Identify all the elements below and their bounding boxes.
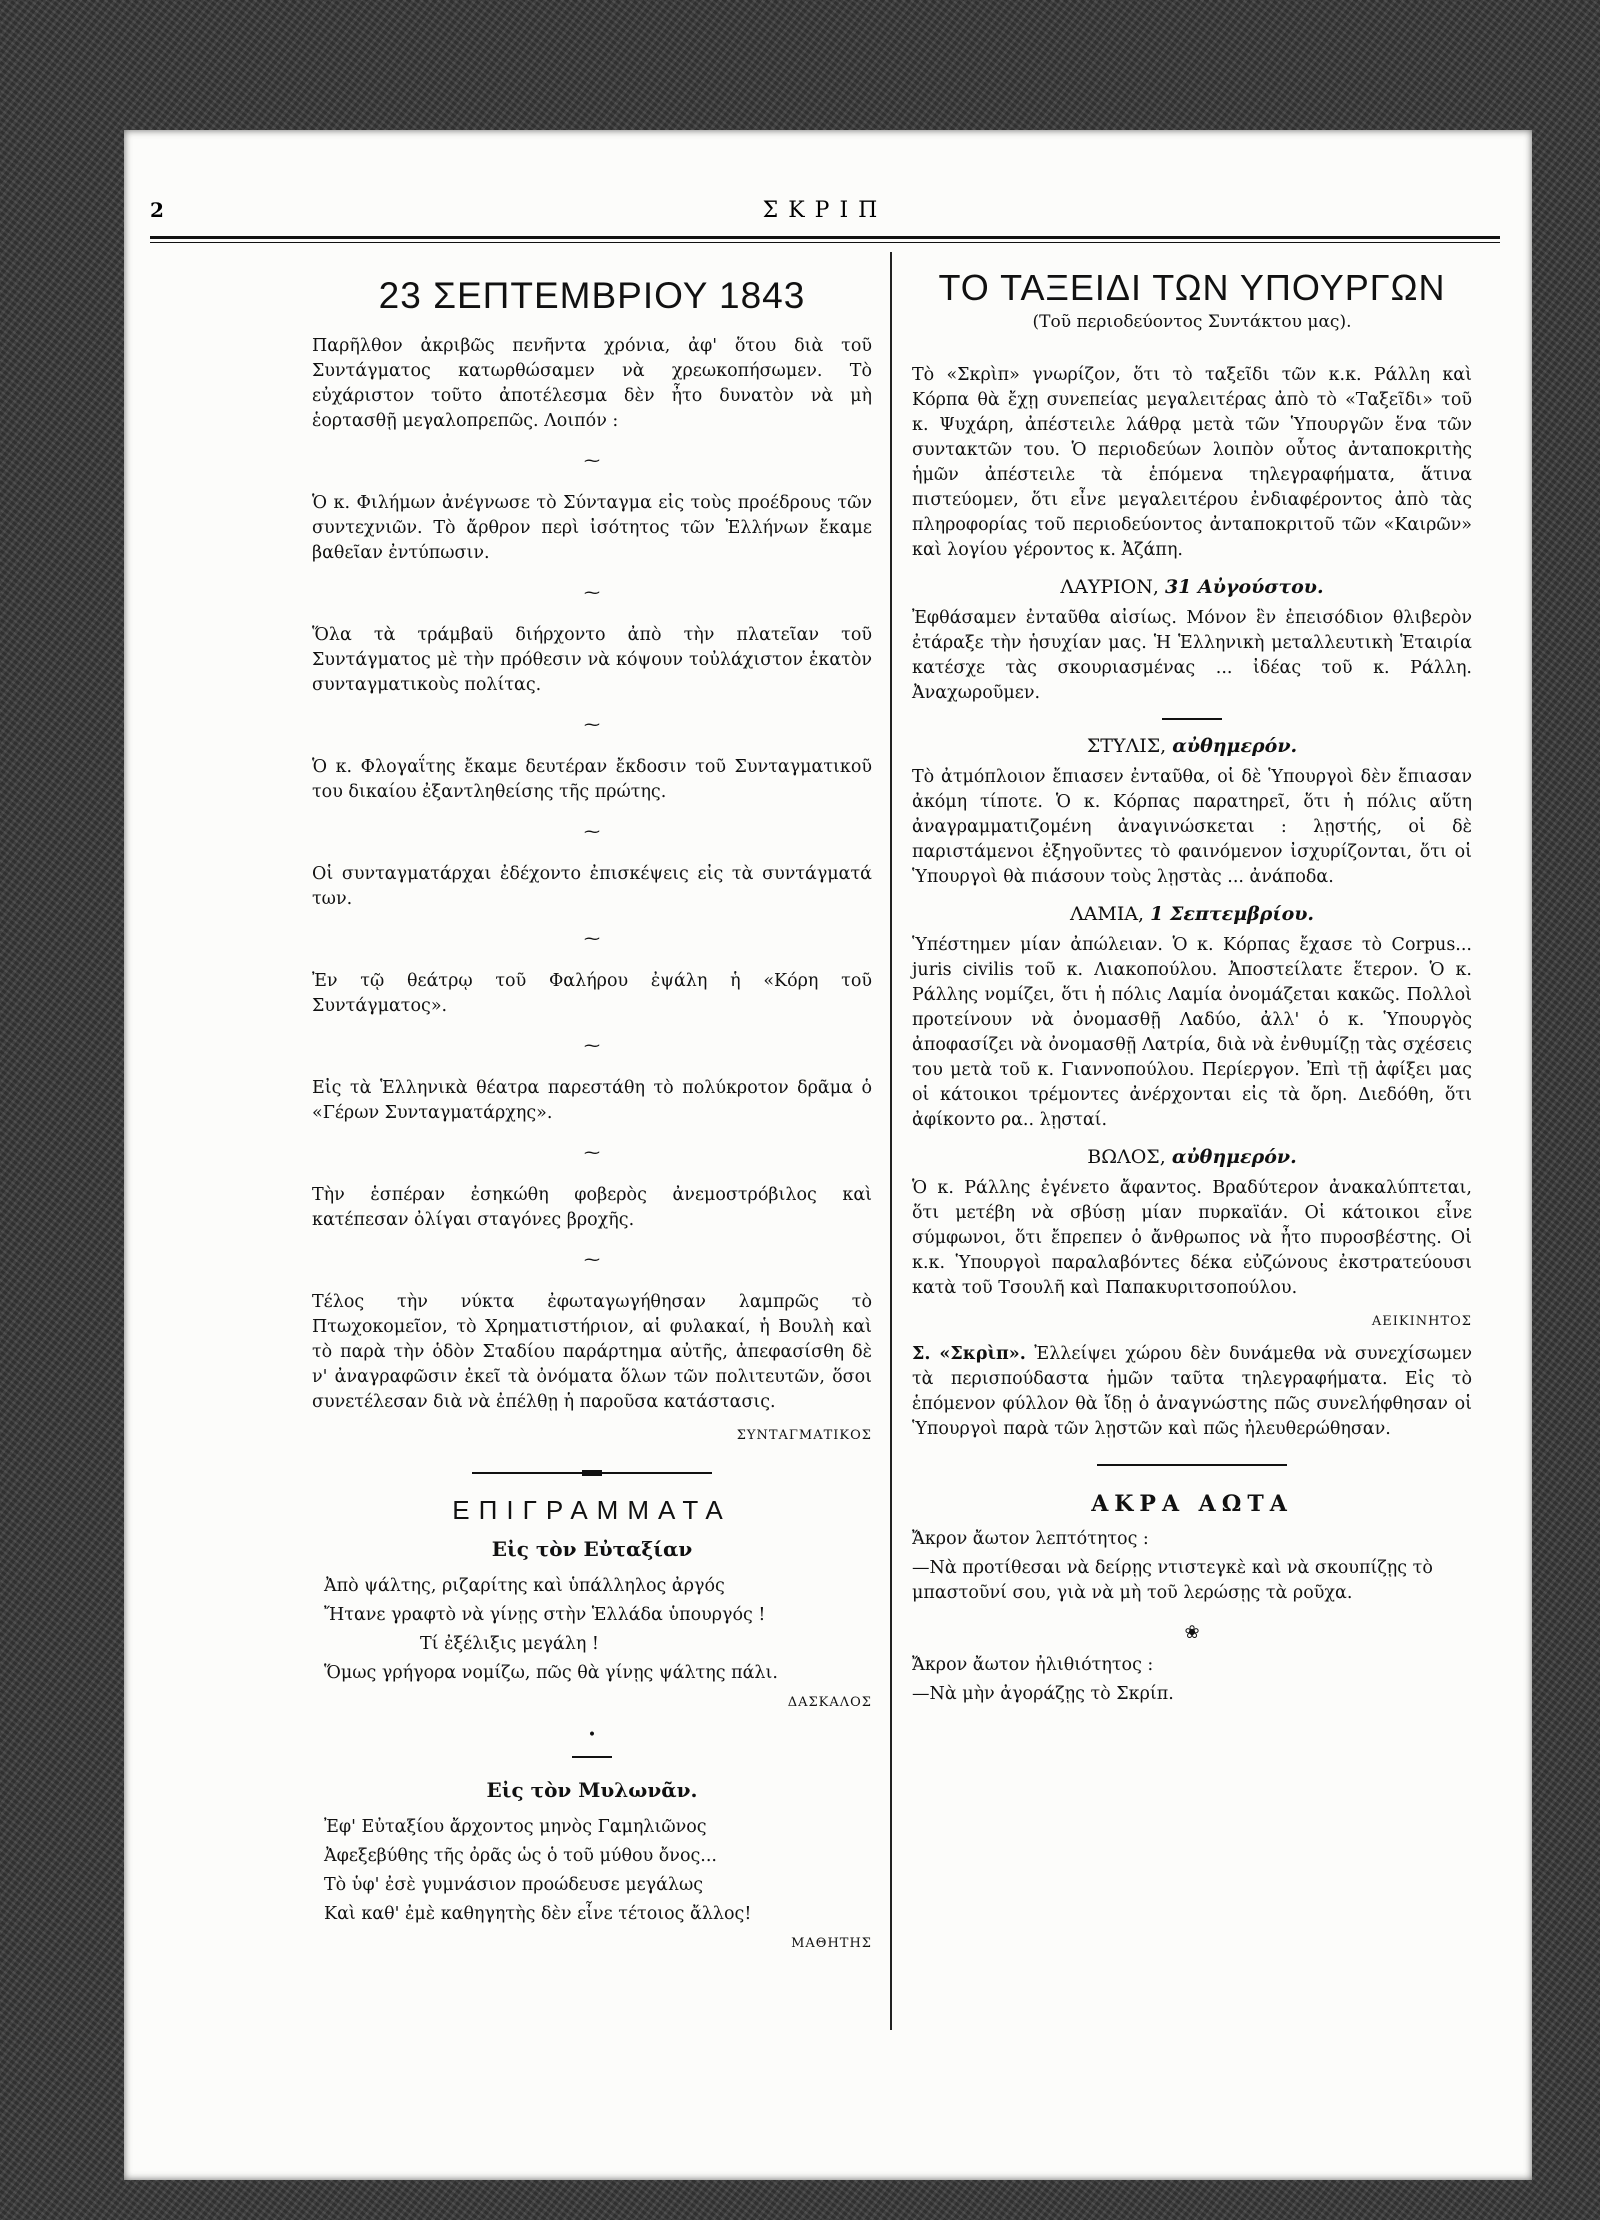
editor-note-text: Ἐλλείψει χώρου δὲν δυνάμεθα νὰ συνεχίσωμεν τὰ περισπούδαστα ἡμῶν ταῦτα τηλεγραφήματα. Εἰς τὸ ἑπόμενον φύλλον θὰ ἴδῃ ὁ ἀναγνώστης πῶς συνελήφθησαν οἱ Ὑπουργοὶ παρὰ τῶν λῃστῶν καὶ πῶς ἠλευθερώθησαν. <box>912 1344 1472 1439</box>
left-column <box>312 262 872 1964</box>
dinkus-ornament: ⁓ <box>584 715 600 734</box>
dispatch-place: ΒΩΛΟΣ, <box>1087 1146 1166 1168</box>
article-paragraph: Παρῆλθον ἀκριβῶς πενῆντα χρόνια, ἀφ' ὅτου διὰ τοῦ Συντάγματος κατωρθώσαμεν νὰ χρεωκοπήσωμεν. Τὸ εὐχάριστον τοῦτο ἀποτέλεσμα δὲν ἦτο δυνατὸν νὰ μὴ ἑορτασθῇ μεγαλοπρεπῶς. Λοιπόν : <box>312 336 872 431</box>
editor-note-label: Σ. «Σκρὶπ». <box>912 1344 1026 1364</box>
article-paragraph: Εἰς τὰ Ἑλληνικὰ θέατρα παρεστάθη τὸ πολύκροτον δρᾶμα ὁ «Γέρων Συνταγματάρχης». <box>312 1078 872 1123</box>
dispatch-text: Τὸ ἀτμόπλοιον ἔπιασεν ἐνταῦθα, οἱ δὲ Ὑπουργοὶ δὲν ἔπιασαν ἀκόμη τίποτε. Ὁ κ. Κόρπας παρατηρεῖ, ὅτι ἡ πόλις αὕτη ἀναγραμματιζομένη ἀναγινώσκεται : λῃστής, οἱ δὲ παριστάμενοι ἐξηγοῦντες τὸ φαινόμενον ἰσχυρίζονται, ὅτι οἱ Ὑπουργοὶ θὰ πιάσουν τοὺς λῃστὰς ... ἀνάποδα. <box>912 767 1472 887</box>
section-title: ΕΠΙΓΡΑΜΜΑΤΑ <box>452 1495 732 1525</box>
dispatch-date: 1 Σεπτεμβρίου. <box>1150 903 1315 925</box>
dinkus-ornament: ⁓ <box>584 929 600 948</box>
editor-note <box>912 1342 1472 1442</box>
article-signature: ΣΥΝΤΑΓΜΑΤΙΚΟΣ <box>736 1428 872 1443</box>
section-divider <box>1097 1464 1287 1466</box>
dinkus-ornament: ⁓ <box>584 822 600 841</box>
dinkus-ornament: ⁓ <box>584 583 600 602</box>
dinkus-ornament: ⁓ <box>584 1143 600 1162</box>
header-rule-thin <box>150 242 1500 243</box>
poem-signature: ΔΑΣΚΑΛΟΣ <box>787 1695 872 1710</box>
article-byline: (Τοῦ περιοδεύοντος Συντάκτου μας). <box>1032 312 1352 332</box>
article-paragraph: Τὴν ἑσπέραν ἐσηκώθη φοβερὸς ἀνεμοστρόβιλος καὶ κατέπεσαν ὀλίγαι σταγόνες βροχῆς. <box>312 1185 872 1230</box>
article-headline: 23 ΣΕΠΤΕΜΒΡΙΟΥ 1843 <box>378 275 806 316</box>
poem-title: Εἰς τὸν Μυλωνᾶν. <box>486 1778 698 1802</box>
poem-divider <box>572 1756 612 1758</box>
dispatch-date: αὐθημερόν. <box>1171 1146 1297 1168</box>
dispatch-place: ΛΑΥΡΙΟΝ, <box>1060 576 1159 598</box>
akra-answer: —Νὰ μὴν ἀγοράζῃς τὸ Σκρίπ. <box>912 1684 1174 1704</box>
section-divider <box>472 1472 712 1474</box>
dispatch-date: αὐθημερόν. <box>1172 735 1298 757</box>
article-paragraph: Ὁ κ. Φλογαΐτης ἔκαμε δευτέραν ἔκδοσιν τοῦ Συνταγματικοῦ του δικαίου ἐξαντληθείσης τῆς πρώτης. <box>312 757 872 802</box>
poem-line: Καὶ καθ' ἐμὲ καθηγητὴς δὲν εἶνε τέτοιος ἄλλος! <box>324 1904 752 1924</box>
dispatch-dateline <box>912 734 1472 759</box>
dispatch-place: ΣΤΥΛΙΣ, <box>1086 735 1167 757</box>
dispatch-dateline <box>912 1145 1472 1170</box>
poem-line: Ἤτανε γραφτὸ νὰ γίνῃς στὴν Ἑλλάδα ὑπουργός ! <box>324 1605 766 1625</box>
dispatch-place: ΛΑΜΙΑ, <box>1069 903 1145 925</box>
poem-line: Τί ἐξέλιξις μεγάλη ! <box>420 1634 599 1654</box>
poem-line: Ὅμως γρήγορα νομίζω, πῶς θὰ γίνῃς ψάλτης πάλι. <box>324 1663 778 1683</box>
akra-question: Ἄκρον ἄωτον ἠλιθιότητος : <box>912 1655 1154 1675</box>
article-intro: Τὸ «Σκρὶπ» γνωρίζον, ὅτι τὸ ταξεῖδι τῶν κ.κ. Ράλλη καὶ Κόρπα θὰ ἔχῃ συνεπείας μεγαλειτέρας ἀπὸ τὸ «Ταξεῖδι» τοῦ κ. Ψυχάρη, ἀπέστειλε λάθρᾳ μετὰ τῶν Ὑπουργῶν ἕνα τῶν συντακτῶν του. Ὁ περιοδεύων λοιπὸν οὗτος ἀνταποκριτὴς ἡμῶν ἀπέστειλε τὰ ἑπόμενα τηλεγραφήματα, ἅτινα πιστεύομεν, ὅτι εἶνε μεγαλειτέρου ἐνδιαφέροντος ἀπὸ τὰς πληροφορίας τοῦ περιοδεύοντος ἀνταποκριτοῦ τῶν «Καιρῶν» καὶ λογίου γέροντος κ. Ἀζάπη. <box>912 365 1472 560</box>
page-header <box>150 198 1500 232</box>
poem-line: Ἀφεξεβύθης τῆς ὀρᾶς ὡς ὁ τοῦ μύθου ὄνος... <box>324 1846 717 1866</box>
column-divider <box>890 252 892 2030</box>
running-title: ΣΚΡΙΠ <box>762 198 888 223</box>
article-paragraph: Ἐν τῷ θεάτρῳ τοῦ Φαλήρου ἐψάλη ἡ «Κόρη τοῦ Συντάγματος». <box>312 971 872 1016</box>
article-paragraph: Τέλος τὴν νύκτα ἐφωταγωγήθησαν λαμπρῶς τὸ Πτωχοκομεῖον, τὸ Χρηματιστήριον, αἱ φυλακαί, ἡ Βουλὴ καὶ τὸ παρὰ τὴν ὁδὸν Σταδίου παράρτημα αὐτῆς, ἀπεφασίσθη δὲ ν' ἀναγραφῶσιν ἐκεῖ τὰ ὀνόματα ὅλων τῶν πολιτευτῶν, ὅσοι συνετέλεσαν διὰ νὰ ἐπέλθῃ ἡ παροῦσα κατάστασις. <box>312 1292 872 1412</box>
article-paragraph: Οἱ συνταγματάρχαι ἐδέχοντο ἐπισκέψεις εἰς τὰ συντάγματά των. <box>312 864 872 909</box>
article-paragraph: Ὁ κ. Φιλήμων ἀνέγνωσε τὸ Σύνταγμα εἰς τοὺς προέδρους τῶν συντεχνιῶν. Τὸ ἄρθρον περὶ ἰσότητος τῶν Ἑλλήνων ἔκαμε βαθεῖαν ἐντύπωσιν. <box>312 493 872 563</box>
dinkus-ornament: ⁓ <box>584 451 600 470</box>
flower-ornament: ❀ <box>1184 1622 1200 1643</box>
header-rule <box>150 236 1500 239</box>
article-headline: ΤΟ ΤΑΞΕΙΔΙ ΤΩΝ ΥΠΟΥΡΓΩΝ <box>938 267 1446 308</box>
dinkus-ornament: ⁓ <box>584 1036 600 1055</box>
page-number: 2 <box>150 198 164 222</box>
poem-line: Τὸ ὑφ' ἐσὲ γυμνάσιον προώδευσε μεγάλως <box>324 1875 704 1895</box>
dispatch-divider <box>1162 718 1222 720</box>
dispatch-text: Ἐφθάσαμεν ἐνταῦθα αἰσίως. Μόνον ἓν ἐπεισόδιον θλιβερὸν ἐτάραξε τὴν ἡσυχίαν μας. Ἡ Ἑλληνικὴ μεταλλευτικὴ Ἑταιρία κατέσχε τὰς σκουριασμένας ... ἰδέας τοῦ κ. Ράλλη. Ἀναχωροῦμεν. <box>912 608 1472 703</box>
akra-question: Ἄκρον ἄωτον λεπτότητος : <box>912 1529 1149 1549</box>
poem-title: Εἰς τὸν Εὐταξίαν <box>491 1537 693 1561</box>
dispatch-date: 31 Αὐγούστου. <box>1164 576 1324 598</box>
section-title: ΑΚΡΑ ΑΩΤΑ <box>1091 1491 1293 1517</box>
article-paragraph: Ὅλα τὰ τράμβαϋ διήρχοντο ἀπὸ τὴν πλατεῖαν τοῦ Συντάγματος μὲ τὴν πρόθεσιν νὰ κόψουν τοὐλάχιστον ἑκατὸν συνταγματικοὺς πολίτας. <box>312 625 872 695</box>
ornament-dot: • <box>587 1727 597 1743</box>
dinkus-ornament: ⁓ <box>584 1250 600 1269</box>
poem-line: Ἐφ' Εὐταξίου ἄρχοντος μηνὸς Γαμηλιῶνος <box>324 1817 707 1837</box>
article-signature: ΑΕΙΚΙΝΗΤΟΣ <box>1371 1314 1472 1329</box>
dispatch-dateline <box>912 575 1472 600</box>
dispatch-text: Ὑπέστημεν μίαν ἀπώλειαν. Ὁ κ. Κόρπας ἔχασε τὸ Corpus... juris civilis τοῦ κ. Λιακοπούλου. Ἀποστείλατε ἕτερον. Ὁ κ. Ράλλης νομίζει, ὅτι ἡ πόλις Λαμία ὀνομάζεται κακῶς. Πολλοὶ προτείνουν νὰ ὀνομασθῇ Λαδύο, ἀλλ' ὁ κ. Ὑπουργὸς ἀποφασίζει νὰ ὀνομασθῇ Λατρία, διὰ νὰ ἐνθυμίζῃ τὰς σχέσεις του μετὰ τοῦ κ. Γιαννοπούλου. Περίεργον. Ἐπὶ τῇ ἀφίξει μας οἱ κάτοικοι τρέμοντες ἀνέρχονται εἰς τὰ ὄρη. Διεδόθη, ὅτι ἀφίκοντο ρα.. λῃσταί. <box>912 935 1472 1130</box>
poem-signature: ΜΑΘΗΤΗΣ <box>791 1936 872 1951</box>
poem-line: Ἀπὸ ψάλτης, ριζαρίτης καὶ ὑπάλληλος ἀργός <box>324 1576 725 1596</box>
dispatch-dateline <box>912 902 1472 927</box>
right-column <box>912 262 1472 1721</box>
dispatch-text: Ὁ κ. Ράλλης ἐγένετο ἄφαντος. Βραδύτερον ἀνακαλύπτεται, ὅτι μετέβη νὰ σβύσῃ μίαν πυρκαϊάν. Οἱ κάτοικοι εἶνε σύμφωνοι, ὅτι ἔπρεπεν ὁ ἄνθρωπος νὰ ἦτο πυροσβέστης. Οἱ κ.κ. Ὑπουργοὶ παραλαβόντες δέκα εὐζώνους ἐκστρατεύουσι κατὰ τοῦ Τσουλῆ καὶ Παπακυριτσοπούλου. <box>912 1178 1472 1298</box>
akra-answer: —Νὰ προτίθεσαι νὰ δείρῃς ντιστεγκὲ καὶ νὰ σκουπίζῃς τὸ μπαστοῦνί σου, γιὰ νὰ μὴ τοῦ λερώσῃς τὰ ροῦχα. <box>912 1558 1433 1603</box>
